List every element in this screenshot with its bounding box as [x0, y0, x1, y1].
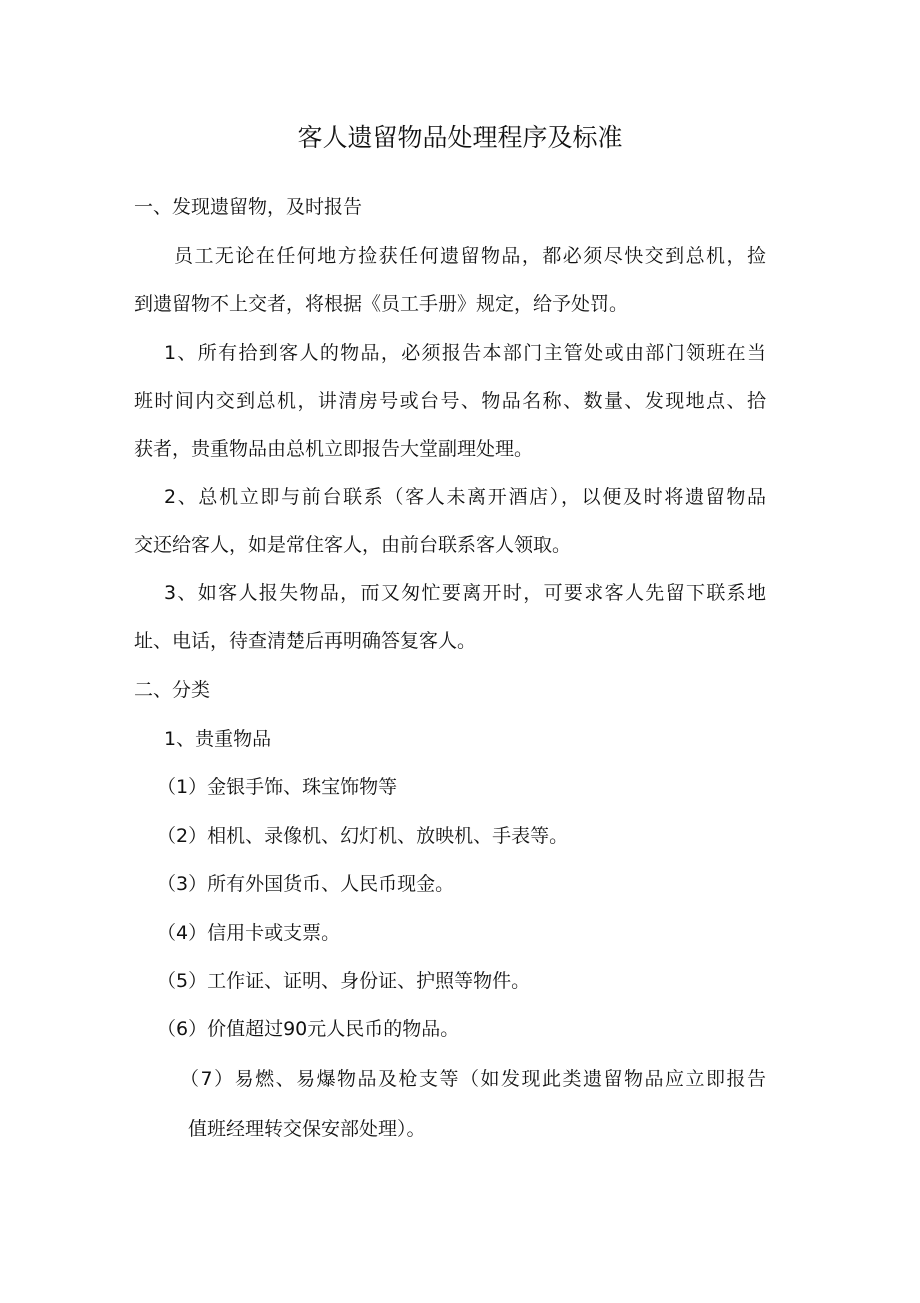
list-item: （5）工作证、证明、身份证、护照等物件。 — [157, 970, 531, 992]
list-item: （3）所有外国货币、人民币现金。 — [157, 873, 455, 895]
paragraph-line: 班时间内交到总机，讲清房号或台号、物品名称、数量、发现地点、拾 — [134, 390, 766, 412]
list-item: （7）易燃、易爆物品及枪支等（如发现此类遗留物品应立即报告 — [180, 1068, 766, 1090]
paragraph-line: 1、所有拾到客人的物品，必须报告本部门主管处或由部门领班在当 — [164, 342, 766, 364]
list-item: （4）信用卡或支票。 — [157, 922, 341, 944]
document-title: 客人遗留物品处理程序及标准 — [297, 123, 623, 152]
paragraph-line: 获者，贵重物品由总机立即报告大堂副理处理。 — [134, 438, 534, 460]
list-item: 值班经理转交保安部处理）。 — [188, 1118, 426, 1140]
subheading: 1、贵重物品 — [164, 728, 272, 750]
list-item: （1）金银手饰、珠宝饰物等 — [157, 776, 398, 798]
paragraph-line: 2、总机立即与前台联系（客人未离开酒店），以便及时将遗留物品 — [164, 486, 766, 508]
section-heading: 一、发现遗留物，及时报告 — [134, 196, 363, 218]
paragraph-line: 3、如客人报失物品，而又匆忙要离开时，可要求客人先留下联系地 — [164, 582, 766, 604]
paragraph-line: 到遗留物不上交者，将根据《员工手册》规定，给予处罚。 — [134, 293, 629, 315]
list-item: （2）相机、录像机、幻灯机、放映机、手表等。 — [157, 825, 569, 847]
paragraph-line: 址、电话，待查清楚后再明确答复客人。 — [134, 630, 477, 652]
section-heading: 二、分类 — [134, 679, 211, 701]
paragraph-line: 员工无论在任何地方捡获任何遗留物品，都必须尽快交到总机，捡 — [174, 245, 766, 267]
list-item: （6）价值超过90元人民币的物品。 — [157, 1018, 460, 1040]
paragraph-line: 交还给客人，如是常住客人，由前台联系客人领取。 — [134, 534, 572, 556]
